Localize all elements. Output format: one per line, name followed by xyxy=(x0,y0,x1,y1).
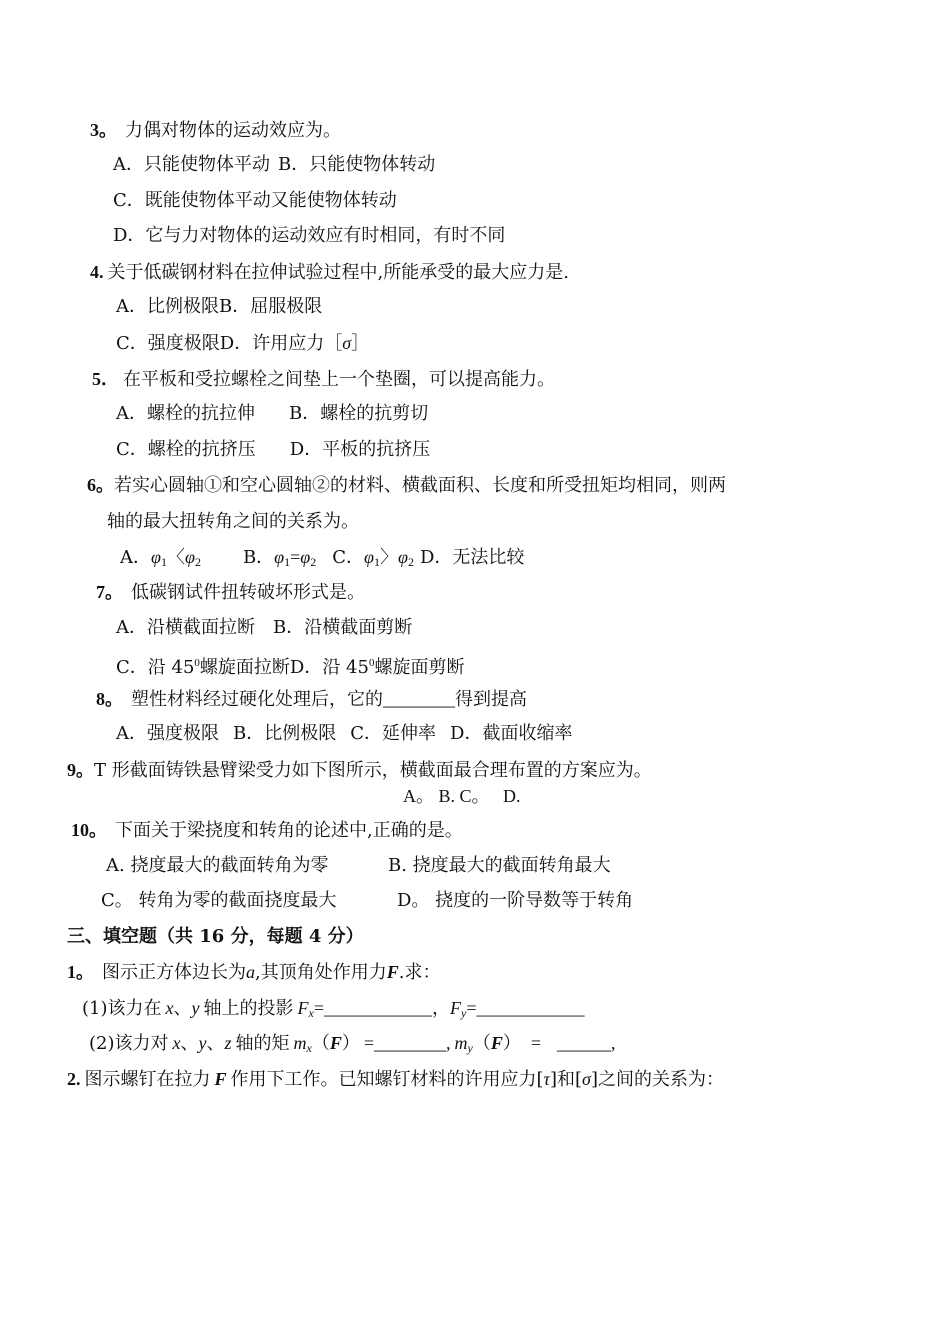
q5-stem xyxy=(92,368,555,391)
fill1-x-symbol: x xyxy=(172,1033,181,1053)
section-3-heading: 三、填空题（共 16 分，每题 4 分） xyxy=(67,926,364,947)
q5-number: 5． xyxy=(92,369,119,389)
fill1-m-symbol: m xyxy=(454,1033,468,1053)
fill1-F-bold-symbol: F xyxy=(490,1033,503,1053)
q10-option-b: B. 挠度最大的截面转角最大 xyxy=(388,855,611,876)
q8-option-d: D．截面收缩率 xyxy=(450,723,573,744)
q7-number: 7。 xyxy=(96,582,123,602)
q4-options-cd xyxy=(116,332,369,355)
q6-sub-1: 1 xyxy=(160,555,167,569)
q6-phi-symbol: φ xyxy=(274,547,285,567)
q4-option-d-prefix: D．许用应力［ xyxy=(219,333,343,354)
fill1-y-symbol: y xyxy=(198,1033,207,1053)
q6-option-b-label: B． xyxy=(242,547,275,568)
q6-phi-symbol: φ xyxy=(300,547,311,567)
fill1-mx-subscript: x xyxy=(306,1041,312,1055)
fill1-part2-mid: 轴的矩 xyxy=(235,1033,290,1054)
q6-phi-symbol: φ xyxy=(364,547,375,567)
q6-stem-line2: 轴的最大扭转角之间的关系为。 xyxy=(107,511,359,532)
q6-option-a-label: A． xyxy=(120,547,151,568)
q10-stem-text: 下面关于梁挠度和转角的论述中,正确的是。 xyxy=(115,820,463,841)
fill2-force-symbol: F xyxy=(214,1069,227,1089)
q8-stem xyxy=(96,688,527,711)
fill2-stem-pre: 图示螺钉在拉力 xyxy=(84,1069,211,1090)
q6-number: 6。 xyxy=(87,475,114,495)
fill1-number: 1。 xyxy=(67,962,94,982)
fill2-stem-mid: 作用下工作。已知螺钉材料的许用应力[ xyxy=(230,1069,544,1090)
fill1-F-bold-symbol: F xyxy=(329,1033,342,1053)
fill1-tail: , xyxy=(611,1033,616,1053)
q6-sub-2: 2 xyxy=(194,555,201,569)
fill1-tail: , xyxy=(446,1033,451,1053)
q6-sub-1: 1 xyxy=(284,555,291,569)
q10-option-d: D。 挠度的一阶导数等于转角 xyxy=(397,890,634,911)
fill1-left-paren: （ xyxy=(472,1033,491,1054)
q10-stem xyxy=(71,819,463,842)
fill1-separator: 、 xyxy=(173,998,192,1019)
q8-stem-post: 得到提高 xyxy=(455,689,527,710)
fill1-y-symbol: y xyxy=(191,998,200,1018)
fill1-equals: = xyxy=(466,998,477,1018)
fill2-stem-post: ]之间的关系为： xyxy=(590,1069,724,1090)
fill1-left-paren: （ xyxy=(311,1033,330,1054)
q7-option-c-suffix: 螺旋面拉断 xyxy=(199,657,290,678)
fill1-m-symbol: m xyxy=(293,1033,307,1053)
q3-number: 3。 xyxy=(90,120,117,140)
q7-options-ab xyxy=(116,617,412,639)
q7-stem xyxy=(96,581,365,604)
q7-stem-text: 低碳钢试件扭转破坏形式是。 xyxy=(131,582,365,603)
q3-option-b: B．只能使物体转动 xyxy=(278,154,436,175)
fill1-equals: = xyxy=(363,1033,375,1053)
q6-phi-symbol: φ xyxy=(184,547,195,567)
fill1-mx-blank[interactable]: ________ xyxy=(374,1033,447,1053)
fill1-stem-pre: 图示正方体边长为 xyxy=(102,962,246,983)
fill1-x-symbol: x xyxy=(165,998,174,1018)
q4-option-a: A．比例极限 xyxy=(116,296,219,317)
q6-phi-symbol: φ xyxy=(398,547,408,567)
fill1-part1-mid: 轴上的投影 xyxy=(203,998,294,1019)
q8-answer-blank[interactable]: ________ xyxy=(383,689,455,709)
fill1-part2-pre: (2)该力对 xyxy=(89,1033,169,1054)
q4-option-b: B．屈服极限 xyxy=(219,296,323,317)
q7-degree-mark: 0 xyxy=(368,657,375,669)
fill1-my-blank[interactable]: ______ xyxy=(557,1033,612,1053)
fill1-my-subscript: y xyxy=(467,1041,473,1055)
q9-stem-text: T 形截面铸铁悬臂梁受力如下图所示，横截面最合理布置的方案应为。 xyxy=(94,760,652,781)
q3-stem xyxy=(90,119,341,142)
q9-stem xyxy=(67,759,652,782)
fill1-Fy-blank[interactable]: ____________ xyxy=(476,998,585,1018)
q8-stem-pre: 塑性材料经过硬化处理后，它的 xyxy=(131,689,383,710)
fill1-Fx-subscript: x xyxy=(308,1006,314,1020)
q4-option-c: C．强度极限 xyxy=(116,333,220,354)
q6-greater-than: 〉 xyxy=(380,547,399,568)
fill1-stem-mid: ,其顶角处作用力 xyxy=(255,962,387,983)
fill1-Fy-subscript: y xyxy=(460,1006,467,1020)
fill1-stem xyxy=(67,961,440,984)
fill1-Fx-blank[interactable]: ____________ xyxy=(323,998,432,1018)
q3-stem-text: 力偶对物体的运动效应为。 xyxy=(125,120,341,141)
fill1-part1-pre: (1)该力在 xyxy=(82,998,162,1019)
fill1-part1 xyxy=(82,997,584,1024)
q3-option-a: A．只能使物体平动 xyxy=(113,154,270,175)
fill1-right-paren: ） xyxy=(341,1033,360,1054)
fill1-equals: = xyxy=(313,998,324,1018)
q5-options-cd xyxy=(116,439,430,461)
q4-stem xyxy=(90,261,569,284)
q7-option-d-prefix: D．沿 45 xyxy=(289,657,369,678)
fill1-separator: 、 xyxy=(180,1033,199,1054)
q6-equals: = xyxy=(290,547,301,567)
q4-option-d-suffix: ］ xyxy=(351,333,370,354)
q10-option-c: C。 转角为零的截面挠度最大 xyxy=(101,890,337,911)
fill2-tau-symbol: τ xyxy=(543,1069,550,1089)
fill1-part2 xyxy=(89,1032,616,1059)
fill1-z-symbol: z xyxy=(224,1033,232,1053)
fill2-number: 2. xyxy=(67,1069,81,1089)
q6-option-d: D．无法比较 xyxy=(419,547,525,568)
q5-option-b: B．螺栓的抗剪切 xyxy=(289,403,429,424)
q6-sub-2: 2 xyxy=(310,555,317,569)
q6-less-than: 〈 xyxy=(166,547,185,568)
fill1-right-paren: ） xyxy=(502,1033,521,1054)
fill2-sigma-symbol: σ xyxy=(582,1069,591,1089)
q6-options xyxy=(120,546,524,573)
q7-degree-mark: 0 xyxy=(194,657,200,669)
fill2-stem xyxy=(67,1068,724,1091)
q5-options-ab xyxy=(116,403,428,425)
q8-option-a: A．强度极限 xyxy=(116,723,219,744)
fill1-a-symbol: a xyxy=(246,962,255,982)
q3-options-ab xyxy=(113,154,435,176)
q4-sigma-symbol: σ xyxy=(342,333,352,353)
fill2-stem-mid2: ]和[ xyxy=(550,1069,583,1090)
q6-phi-symbol: φ xyxy=(151,547,161,567)
q8-number: 8。 xyxy=(96,689,123,709)
q8-option-c: C．延伸率 xyxy=(350,723,437,744)
fill1-separator: 、 xyxy=(206,1033,225,1054)
q5-option-c: C．螺栓的抗挤压 xyxy=(116,439,256,460)
q4-number: 4. xyxy=(90,262,104,282)
q6-stem-line1 xyxy=(87,474,726,497)
fill1-equals: = xyxy=(530,1033,542,1053)
q5-option-a: A．螺栓的抗拉伸 xyxy=(116,403,255,424)
q6-stem-text-1: 若实心圆轴①和空心圆轴②的材料、横截面积、长度和所受扭矩均相同，则两 xyxy=(114,475,726,496)
q7-option-d-suffix: 螺旋面剪断 xyxy=(374,657,465,678)
q8-option-b: B．比例极限 xyxy=(233,723,337,744)
q6-sub-2: 2 xyxy=(407,555,414,569)
q5-option-d: D．平板的抗挤压 xyxy=(289,439,431,460)
q6-option-c-label: C． xyxy=(332,547,365,568)
q3-option-d: D．它与力对物体的运动效应有时相同，有时不同 xyxy=(113,225,506,246)
q10-option-a: A. 挠度最大的截面转角为零 xyxy=(106,855,329,876)
fill1-force-symbol: F xyxy=(386,962,399,982)
q9-options: A。 B. C。 D. xyxy=(403,786,521,806)
fill1-F-symbol: F xyxy=(449,998,461,1018)
q7-option-a: A．沿横截面拉断 xyxy=(116,617,255,638)
q5-stem-text: 在平板和受拉螺栓之间垫上一个垫圈，可以提高能力。 xyxy=(123,369,555,390)
fill1-F-symbol: F xyxy=(297,998,309,1018)
q4-options-ab xyxy=(116,296,322,318)
q9-number: 9。 xyxy=(67,760,94,780)
q6-sub-1: 1 xyxy=(374,555,381,569)
q3-option-c: C．既能使物体平动又能使物体转动 xyxy=(113,190,397,211)
fill1-comma: ， xyxy=(431,998,450,1019)
q7-options-cd xyxy=(116,652,464,679)
q7-option-b: B．沿横截面剪断 xyxy=(273,617,413,638)
q10-number: 10。 xyxy=(71,820,107,840)
fill1-stem-post: .求： xyxy=(398,962,441,983)
q4-stem-text: 关于低碳钢材料在拉伸试验过程中,所能承受的最大应力是. xyxy=(107,262,569,283)
q8-options xyxy=(116,723,572,745)
q7-option-c-prefix: C．沿 45 xyxy=(116,657,195,678)
